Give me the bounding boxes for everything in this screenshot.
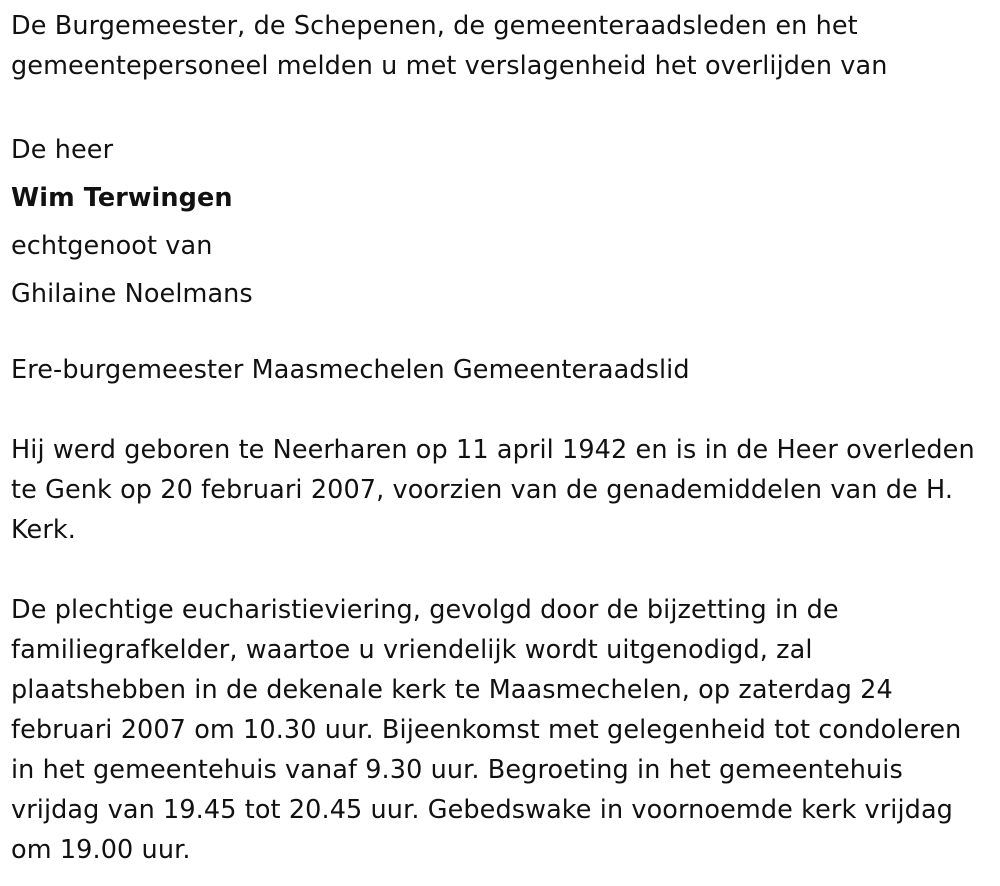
spacer	[11, 550, 991, 590]
spouse-name: Ghilaine Noelmans	[11, 279, 253, 309]
intro-paragraph: De Burgemeester, de Schepenen, de gemeenteraadsleden en het gemeentepersoneel melden u met verslagenheid het overlijden van	[11, 11, 888, 81]
obituary-notice	[11, 6, 991, 870]
spacer	[11, 318, 991, 350]
spacer	[11, 86, 991, 126]
spacer	[11, 390, 991, 430]
functions-line: Ere-burgemeester Maasmechelen Gemeenteraadslid	[11, 355, 690, 385]
honorific: De heer	[11, 135, 114, 165]
deceased-name: Wim Terwingen	[11, 183, 233, 213]
birth-death-paragraph: Hij werd geboren te Neerharen op 11 april 1942 en is in de Heer overleden te Genk op 20 februari 2007, voorzien van de genademiddelen van de H. Kerk.	[11, 435, 975, 545]
spouse-label: echtgenoot van	[11, 231, 213, 261]
ceremony-paragraph: De plechtige eucharistieviering, gevolgd door de bijzetting in de familiegrafkelder, waartoe u vriendelijk wordt uitgenodigd, zal plaatshebben in de dekenale kerk te Maasmechelen, op zaterdag 24 februari 2007 om 10.30 uur. Bijeenkomst met gelegenheid tot condoleren in het gemeentehuis vanaf 9.30 uur. Begroeting in het gemeentehuis vrijdag van 19.45 tot 20.45 uur. Gebedswake in voornoemde kerk vrijdag om 19.00 uur.	[11, 595, 962, 865]
